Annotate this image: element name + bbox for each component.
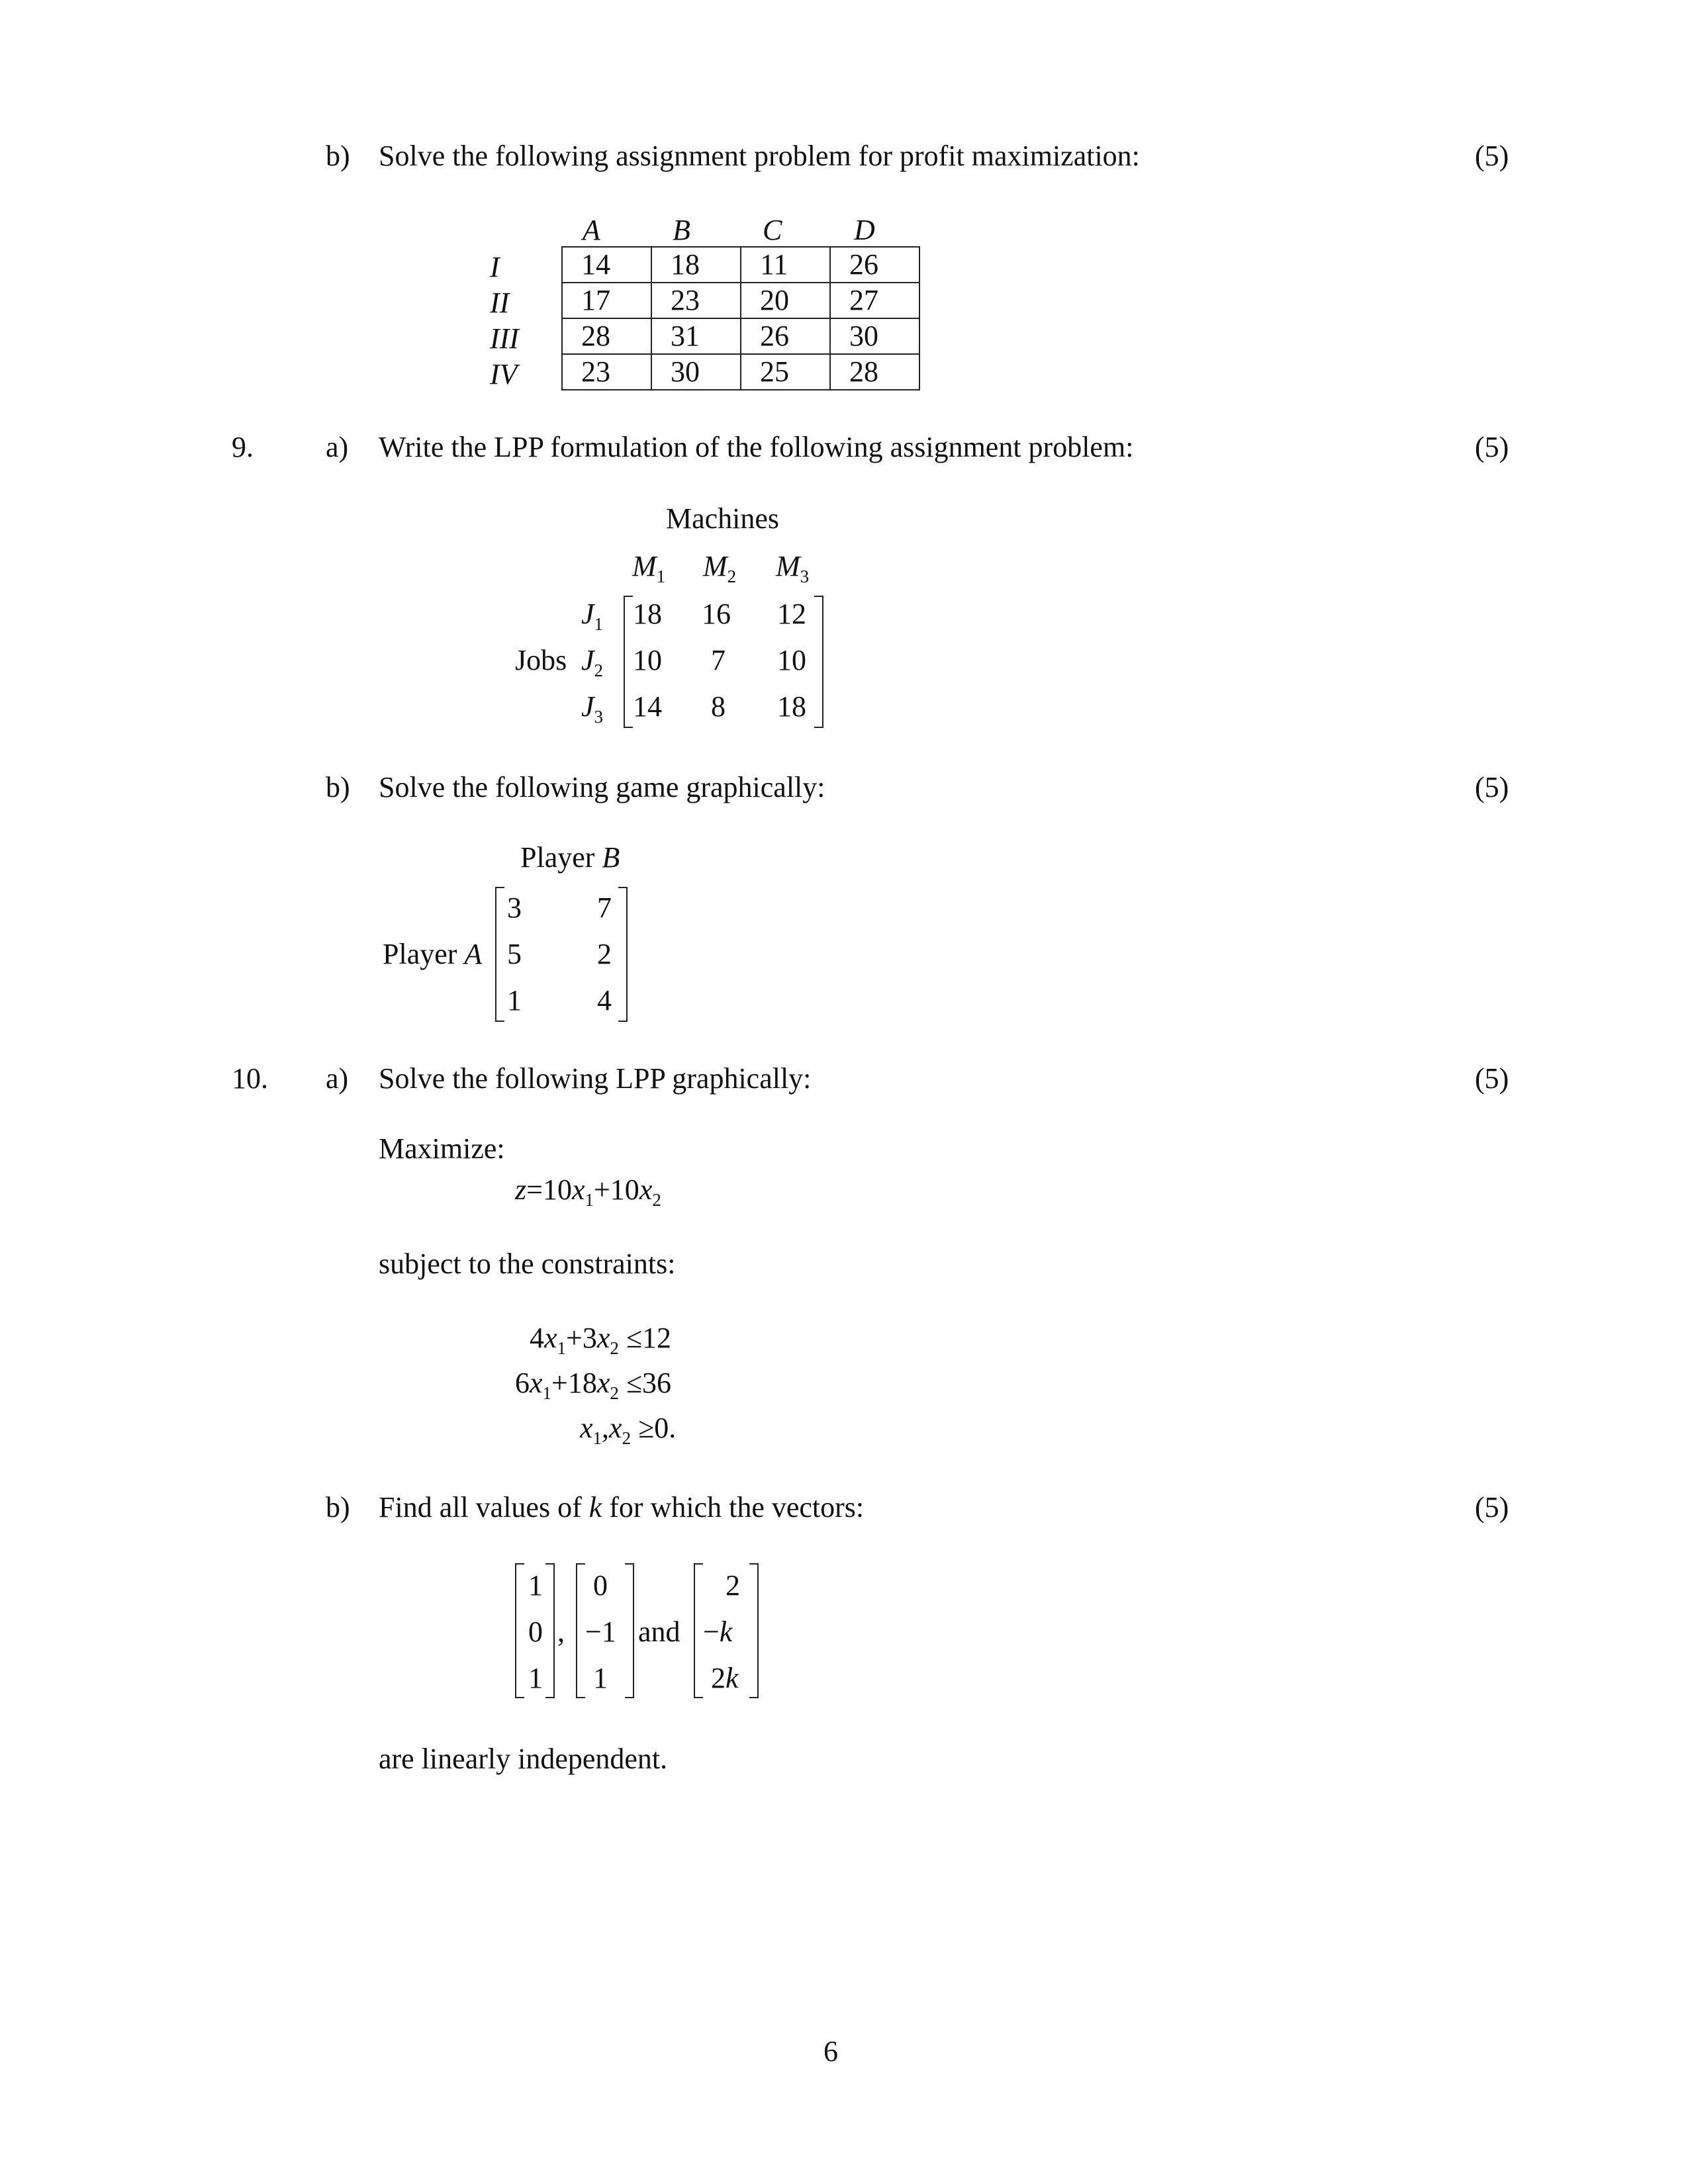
vector2-entry: −1 (585, 1615, 616, 1648)
machine-m3 (776, 550, 810, 586)
job-sub: 2 (594, 660, 604, 680)
machine-var: M (703, 550, 727, 582)
table-cell: 25 (741, 354, 830, 390)
matrix-cell: 14 (633, 690, 662, 723)
player-var: A (464, 938, 483, 970)
subject-to-text: subject to the constraints: (379, 1248, 676, 1280)
vector3-entry (711, 1664, 739, 1693)
q8b-label: b) (326, 140, 350, 172)
q10a-text: Solve the following LPP graphically: (379, 1062, 812, 1095)
q10a-label: a) (326, 1062, 349, 1095)
c2-b: +18 (551, 1367, 597, 1399)
vector-comma: , (557, 1615, 565, 1648)
game-cell: 3 (507, 891, 522, 924)
table-cell: 28 (830, 354, 919, 390)
matrix-cell: 16 (702, 598, 731, 630)
q10b-marks: (5) (1475, 1491, 1509, 1524)
matrix-cell: 12 (777, 598, 806, 630)
machine-sub: 3 (800, 567, 810, 586)
table-cell: 31 (651, 318, 741, 354)
vector1-entry: 1 (528, 1662, 543, 1694)
table-row (562, 247, 919, 283)
machine-sub: 1 (656, 567, 666, 586)
table-row (562, 318, 919, 354)
c2-rhs: ≤36 (626, 1367, 672, 1399)
c2-sub1: 1 (542, 1383, 552, 1403)
q9a-marks: (5) (1475, 431, 1509, 463)
c3-x1: x (580, 1412, 593, 1444)
q9a-label: a) (326, 431, 349, 463)
game-cell: 2 (597, 938, 612, 970)
machines-title: Machines (666, 502, 780, 535)
table-cell: 30 (651, 354, 741, 390)
obj-plus: +10 (593, 1173, 639, 1206)
obj-x2: x (639, 1173, 653, 1206)
q9b-marks: (5) (1475, 771, 1509, 803)
vector3-left-bracket (694, 1563, 703, 1698)
game-cell: 5 (507, 938, 522, 970)
q8b-text: Solve the following assignment problem for profit maximization: (379, 140, 1140, 172)
table-cell: 17 (562, 283, 651, 318)
machine-m2 (703, 550, 737, 586)
obj-x1: x (571, 1173, 585, 1206)
vector2-entry: 0 (593, 1569, 608, 1602)
table-row (562, 354, 919, 390)
table-cell: 26 (741, 318, 830, 354)
q10b-text-pre: Find all values of (379, 1491, 582, 1524)
table-row (562, 283, 919, 318)
q10a-marks: (5) (1475, 1062, 1509, 1095)
table-cell: 11 (741, 247, 830, 283)
col-header-a: A (583, 214, 600, 246)
vector1-entry: 0 (528, 1615, 543, 1648)
table-cell: 27 (830, 283, 919, 318)
player-word: Player (383, 938, 457, 970)
constraint-1 (530, 1322, 672, 1358)
matrix-left-bracket (624, 596, 633, 728)
v3-k2: k (726, 1662, 739, 1694)
job-j3 (581, 690, 604, 727)
player-b-label (520, 843, 620, 872)
c3-rhs: ≥0. (638, 1412, 677, 1444)
vector2-left-bracket (576, 1563, 585, 1698)
c1-x2: x (596, 1322, 610, 1354)
c3-x2: x (609, 1412, 622, 1444)
job-sub: 3 (594, 707, 604, 727)
player-word: Player (520, 841, 595, 874)
job-j1 (581, 598, 604, 634)
obj-sub2: 2 (652, 1190, 661, 1210)
q10-number: 10. (232, 1062, 268, 1095)
constraint-3: $x_1,x_2 \ge 0$. (580, 1412, 677, 1448)
player-a-label (383, 940, 482, 969)
player-var: B (602, 841, 620, 874)
jobs-title: Jobs (515, 644, 567, 676)
table-cell: 14 (562, 247, 651, 283)
job-var: J (581, 690, 594, 723)
vector2-right-bracket (625, 1563, 634, 1698)
machine-var: M (632, 550, 657, 582)
obj-sub1: 1 (585, 1190, 594, 1210)
col-header-d: D (854, 214, 875, 246)
matrix-cell: 10 (633, 644, 662, 676)
obj-eq: =10 (526, 1173, 572, 1206)
q9a-text: Write the LPP formulation of the following assignment problem: (379, 431, 1134, 463)
page-number: 6 (823, 2035, 838, 2068)
q10b-label: b) (326, 1491, 350, 1524)
c2-x1: x (530, 1367, 543, 1399)
q9b-text: Solve the following game graphically: (379, 771, 825, 803)
game-cell: 7 (597, 891, 612, 924)
matrix-cell: 7 (711, 644, 726, 676)
objective-function (515, 1173, 661, 1210)
table-cell: 26 (830, 247, 919, 283)
c1-x1: x (544, 1322, 557, 1354)
matrix-cell: 8 (711, 690, 726, 723)
col-header-b: B (673, 214, 690, 246)
matrix-cell: 18 (633, 598, 662, 630)
game-matrix-left-bracket (495, 887, 504, 1022)
assignment-table (561, 246, 920, 390)
machine-m1 (632, 550, 666, 586)
table-cell: 20 (741, 283, 830, 318)
vector3-entry: 2 (726, 1569, 740, 1602)
matrix-cell: 18 (777, 690, 806, 723)
q9-number: 9. (232, 431, 254, 463)
row-header-iii: III (490, 322, 519, 355)
vector2-entry: 1 (593, 1662, 608, 1694)
machine-sub: 2 (727, 567, 737, 586)
obj-z: z (515, 1173, 527, 1206)
game-cell: 1 (507, 984, 522, 1017)
and-text: and (638, 1615, 680, 1648)
row-header-iv: IV (490, 358, 518, 390)
table-cell: 18 (651, 247, 741, 283)
c2-x2: x (596, 1367, 610, 1399)
vector3-entry (703, 1617, 732, 1647)
q10b-k: k (588, 1491, 602, 1524)
c2-sub2: 2 (610, 1383, 619, 1403)
job-j2 (581, 644, 604, 680)
game-cell: 4 (597, 984, 612, 1017)
maximize-label: Maximize: (379, 1132, 505, 1165)
table-cell: 23 (562, 354, 651, 390)
vector1-right-bracket (545, 1563, 555, 1698)
c1-a: 4 (530, 1322, 544, 1354)
v3-k: k (719, 1615, 733, 1648)
vector1-left-bracket (515, 1563, 524, 1698)
row-header-i: I (490, 251, 500, 283)
conclusion-text: are linearly independent. (379, 1743, 668, 1775)
q9b-label: b) (326, 771, 350, 803)
c1-sub2: 2 (610, 1338, 619, 1358)
matrix-cell: 10 (777, 644, 806, 676)
game-matrix-right-bracket (618, 887, 628, 1022)
vector1-entry: 1 (528, 1569, 543, 1602)
col-header-c: C (763, 214, 782, 246)
q10b-text-post: for which the vectors: (609, 1491, 865, 1524)
matrix-right-bracket (814, 596, 823, 728)
job-var: J (581, 644, 594, 676)
table-cell: 28 (562, 318, 651, 354)
c1-b: +3 (566, 1322, 597, 1354)
row-header-ii: II (490, 287, 510, 319)
job-var: J (581, 598, 594, 630)
v3-sign: − (703, 1615, 720, 1648)
vector3-right-bracket (749, 1563, 759, 1698)
constraint-2 (515, 1367, 672, 1403)
c3-sub2: 2 (622, 1428, 632, 1448)
table-cell: 23 (651, 283, 741, 318)
c1-rhs: ≤12 (626, 1322, 672, 1354)
c1-sub1: 1 (557, 1338, 567, 1358)
c2-a: 6 (515, 1367, 530, 1399)
q8b-marks: (5) (1475, 140, 1509, 172)
job-sub: 1 (594, 614, 604, 634)
machine-var: M (776, 550, 800, 582)
c3-sub1: 1 (592, 1428, 602, 1448)
table-cell: 30 (830, 318, 919, 354)
v3-num: 2 (711, 1662, 726, 1694)
q10b-text (379, 1493, 864, 1522)
